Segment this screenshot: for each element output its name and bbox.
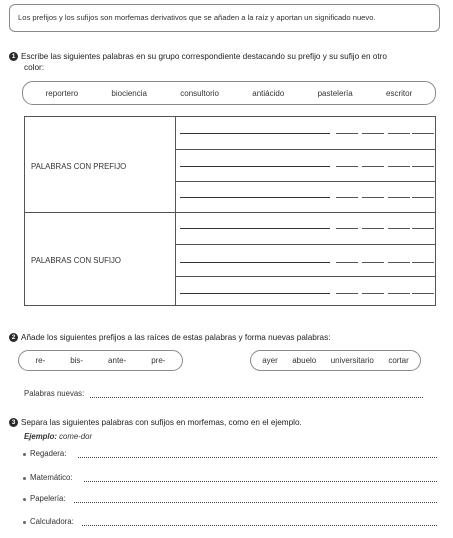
answer-line[interactable]	[82, 525, 437, 526]
exercise-3-instruction-text: Separa las siguientes palabras con sufijos en morfemas, como en el ejemplo.	[21, 418, 302, 427]
dash-line[interactable]	[336, 228, 358, 229]
row-divider	[175, 181, 435, 182]
root-item: ayer	[262, 356, 278, 365]
root-item: universitario	[330, 356, 374, 365]
word-bank-item: escritor	[386, 88, 413, 98]
exercise-number-2: 2	[9, 333, 18, 342]
exercise-number-1: 1	[9, 52, 18, 61]
writing-line[interactable]	[180, 228, 330, 229]
dash-line[interactable]	[388, 133, 410, 134]
bullet-icon	[23, 498, 26, 501]
writing-line[interactable]	[180, 197, 330, 198]
exercise-number-3: 3	[9, 418, 18, 427]
word-bank-item: antiácido	[252, 88, 285, 98]
row-label-suffix: PALABRAS CON SUFIJO	[31, 256, 121, 265]
dash-line[interactable]	[412, 262, 434, 263]
dash-line[interactable]	[362, 293, 384, 294]
intro-box	[9, 4, 440, 32]
dash-line[interactable]	[412, 293, 434, 294]
row-divider	[175, 244, 435, 245]
dash-line[interactable]	[362, 262, 384, 263]
writing-line[interactable]	[180, 262, 330, 263]
answer-line[interactable]	[78, 457, 437, 458]
dash-line[interactable]	[388, 166, 410, 167]
word-bank-1	[22, 81, 436, 105]
item-label: Calculadora:	[30, 517, 74, 526]
writing-line[interactable]	[180, 293, 330, 294]
root-item: abuelo	[292, 356, 317, 365]
prefix-item: pre-	[151, 356, 166, 365]
bullet-icon	[23, 453, 26, 456]
classification-table	[24, 116, 436, 306]
intro-text: Los prefijos y los sufijos son morfemas derivativos que se añaden a la raíz y aportan un significado nuevo.	[18, 13, 376, 22]
dash-line[interactable]	[412, 228, 434, 229]
exercise-1-instruction-line1: Escribe las siguientes palabras en su grupo correspondiente destacando su prefijo y su sufijo en otro	[21, 52, 387, 61]
word-bank-item: reportero	[45, 88, 79, 98]
prefix-item: re-	[35, 356, 46, 365]
item-label: Papelería:	[30, 494, 66, 503]
bullet-icon	[23, 521, 26, 524]
word-bank-item: pastelería	[317, 88, 353, 98]
exercise-1-instruction-line2: color:	[24, 63, 45, 72]
example-value: come-dor	[59, 432, 93, 441]
item-label: Regadera:	[30, 449, 67, 458]
prefix-bank	[18, 350, 183, 371]
writing-line[interactable]	[180, 166, 330, 167]
dash-line[interactable]	[388, 293, 410, 294]
row-label-prefix: PALABRAS CON PREFIJO	[31, 162, 127, 171]
dash-line[interactable]	[362, 166, 384, 167]
exercise-2-instruction	[9, 333, 330, 343]
root-item: cortar	[388, 356, 409, 365]
example-label: Ejemplo:	[24, 432, 57, 441]
table-row-divider	[25, 212, 435, 213]
exercise-1-instruction	[9, 52, 387, 62]
writing-line[interactable]	[180, 133, 330, 134]
dash-line[interactable]	[388, 262, 410, 263]
word-bank-item: consultorio	[180, 88, 219, 98]
item-label: Matemático:	[30, 473, 73, 482]
dash-line[interactable]	[362, 197, 384, 198]
root-bank	[250, 350, 421, 371]
dash-line[interactable]	[336, 197, 358, 198]
new-words-line[interactable]	[90, 397, 423, 398]
word-bank-item: biociencia	[111, 88, 147, 98]
row-divider	[175, 149, 435, 150]
dash-line[interactable]	[388, 197, 410, 198]
prefix-item: bis-	[70, 356, 84, 365]
dash-line[interactable]	[388, 228, 410, 229]
prefix-item: ante-	[108, 356, 127, 365]
dash-line[interactable]	[336, 293, 358, 294]
dash-line[interactable]	[336, 262, 358, 263]
row-divider	[175, 276, 435, 277]
new-words-label: Palabras nuevas:	[24, 389, 85, 398]
dash-line[interactable]	[336, 166, 358, 167]
dash-line[interactable]	[362, 133, 384, 134]
answer-line[interactable]	[74, 502, 437, 503]
dash-line[interactable]	[362, 228, 384, 229]
dash-line[interactable]	[336, 133, 358, 134]
example-line	[24, 432, 92, 441]
dash-line[interactable]	[412, 166, 434, 167]
answer-line[interactable]	[84, 481, 437, 482]
dash-line[interactable]	[412, 197, 434, 198]
dash-line[interactable]	[412, 133, 434, 134]
exercise-2-instruction-text: Añade los siguientes prefijos a las raíces de estas palabras y forma nuevas palabras:	[21, 333, 331, 342]
exercise-3-instruction	[9, 418, 302, 428]
bullet-icon	[23, 477, 26, 480]
